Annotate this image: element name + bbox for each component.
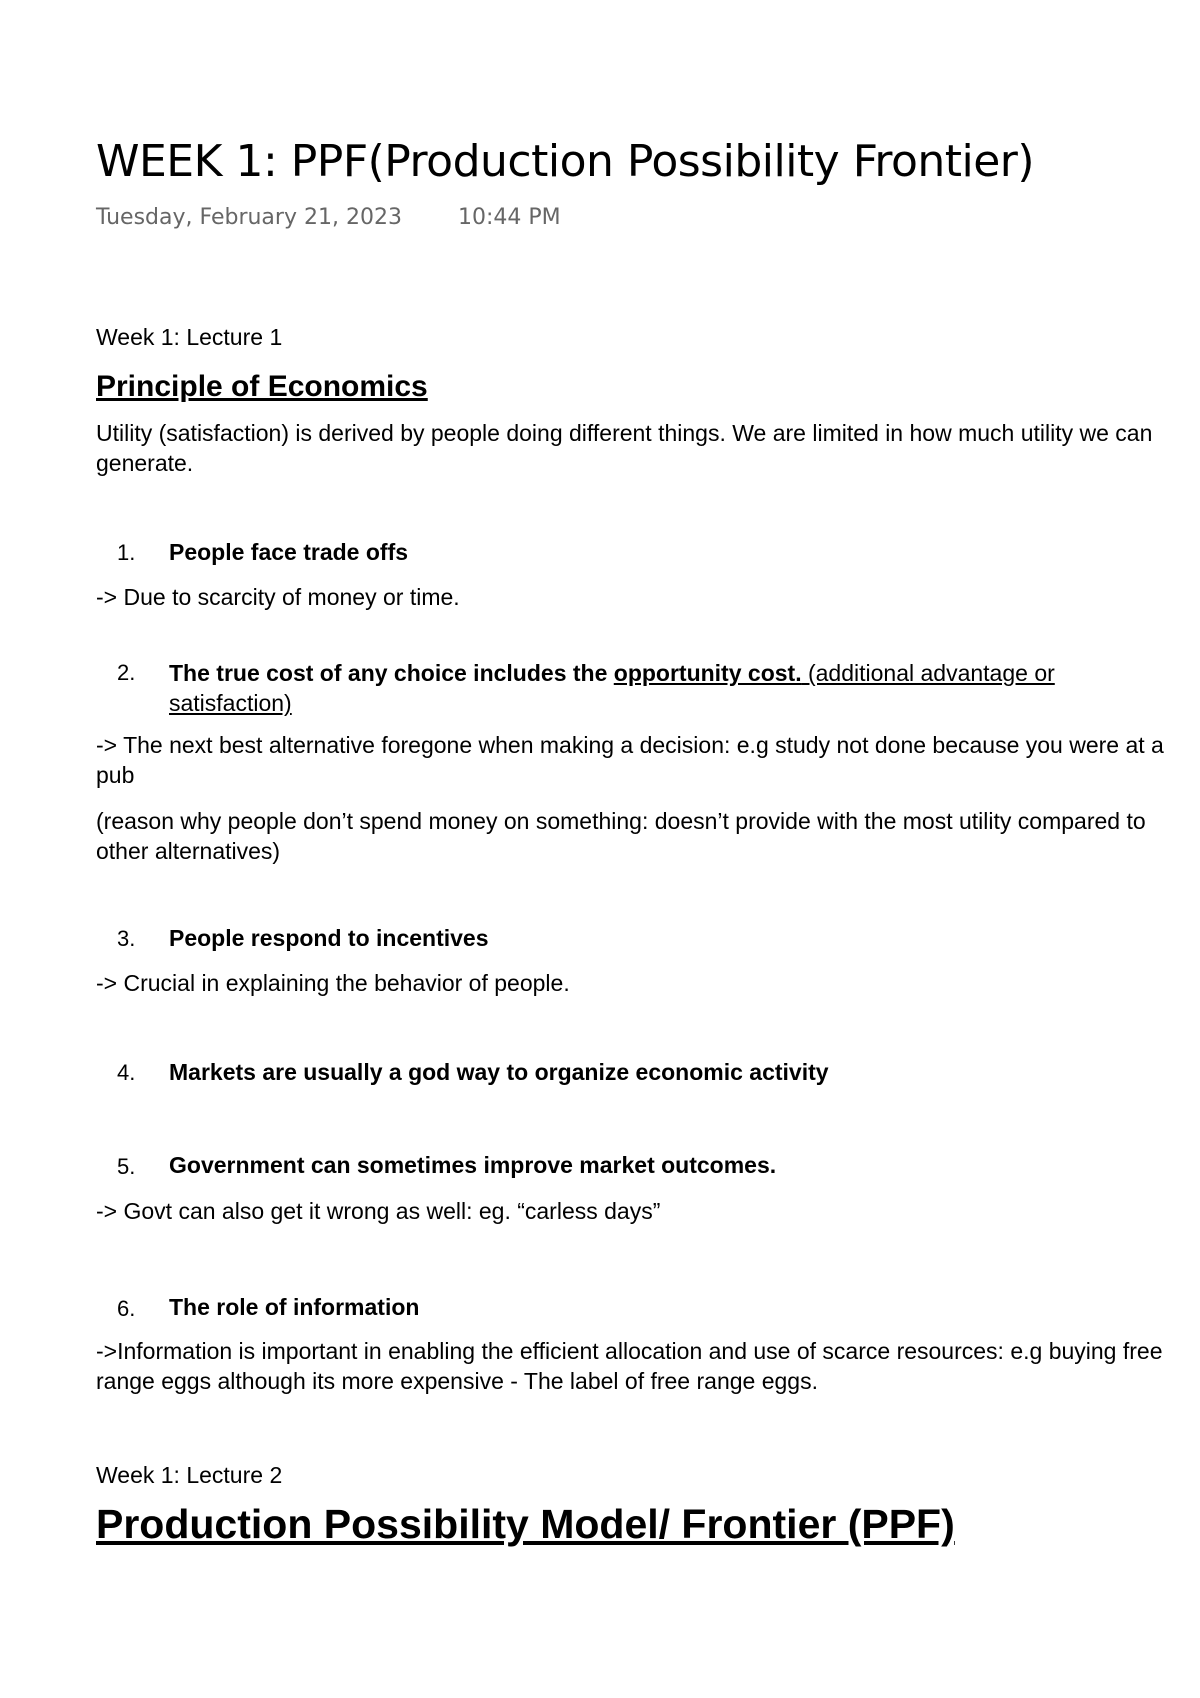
list-item-note: -> Crucial in explaining the behavior of people. <box>96 970 570 996</box>
note-time: 10:44 PM <box>458 205 561 230</box>
lecture-1-label: Week 1: Lecture 1 <box>96 324 283 350</box>
list-number: 3. <box>117 926 136 951</box>
list-item-title: The role of information <box>169 1294 420 1320</box>
intro-paragraph: Utility (satisfaction) is derived by people doing different things. We are limited in how much utility we can generate. <box>96 420 1153 476</box>
list-number: 5. <box>117 1154 136 1179</box>
opportunity-cost-definition: (additional advantage or satisfaction) <box>169 660 1055 716</box>
list-number: 2. <box>117 660 136 685</box>
section-heading-ppf: Production Possibility Model/ Frontier (PPF) <box>96 1501 955 1547</box>
opportunity-cost-term: opportunity cost. <box>613 660 802 686</box>
lecture-2-label: Week 1: Lecture 2 <box>96 1462 283 1488</box>
title-part-a: The true cost of any choice includes the <box>169 660 614 686</box>
list-item-title: People face trade offs <box>169 539 409 565</box>
list-item-title: Markets are usually a god way to organize economic activity <box>169 1059 829 1085</box>
list-item-note: -> Govt can also get it wrong as well: eg. “carless days” <box>96 1198 661 1224</box>
list-number: 1. <box>117 540 136 565</box>
list-number: 6. <box>117 1296 136 1321</box>
list-item-note: (reason why people don’t spend money on something: doesn’t provide with the most utility compared to other alternatives) <box>96 808 1146 864</box>
list-number: 4. <box>117 1060 136 1085</box>
section-heading-principles: Principle of Economics <box>96 370 428 403</box>
note-date: Tuesday, February 21, 2023 <box>96 205 402 230</box>
list-item-title: Government can sometimes improve market outcomes. <box>169 1152 777 1178</box>
list-item-title: People respond to incentives <box>169 925 489 951</box>
page-title: WEEK 1: PPF(Production Possibility Frontier) <box>96 136 1035 187</box>
list-item-note: ->Information is important in enabling the efficient allocation and use of scarce resources: e.g buying free range eggs although its more expensive - The label of free range eggs. <box>96 1338 1163 1394</box>
list-item-note: -> Due to scarcity of money or time. <box>96 584 460 610</box>
list-item-note: -> The next best alternative foregone when making a decision: e.g study not done because you were at a pub <box>96 732 1164 788</box>
list-item-title <box>169 658 1169 718</box>
